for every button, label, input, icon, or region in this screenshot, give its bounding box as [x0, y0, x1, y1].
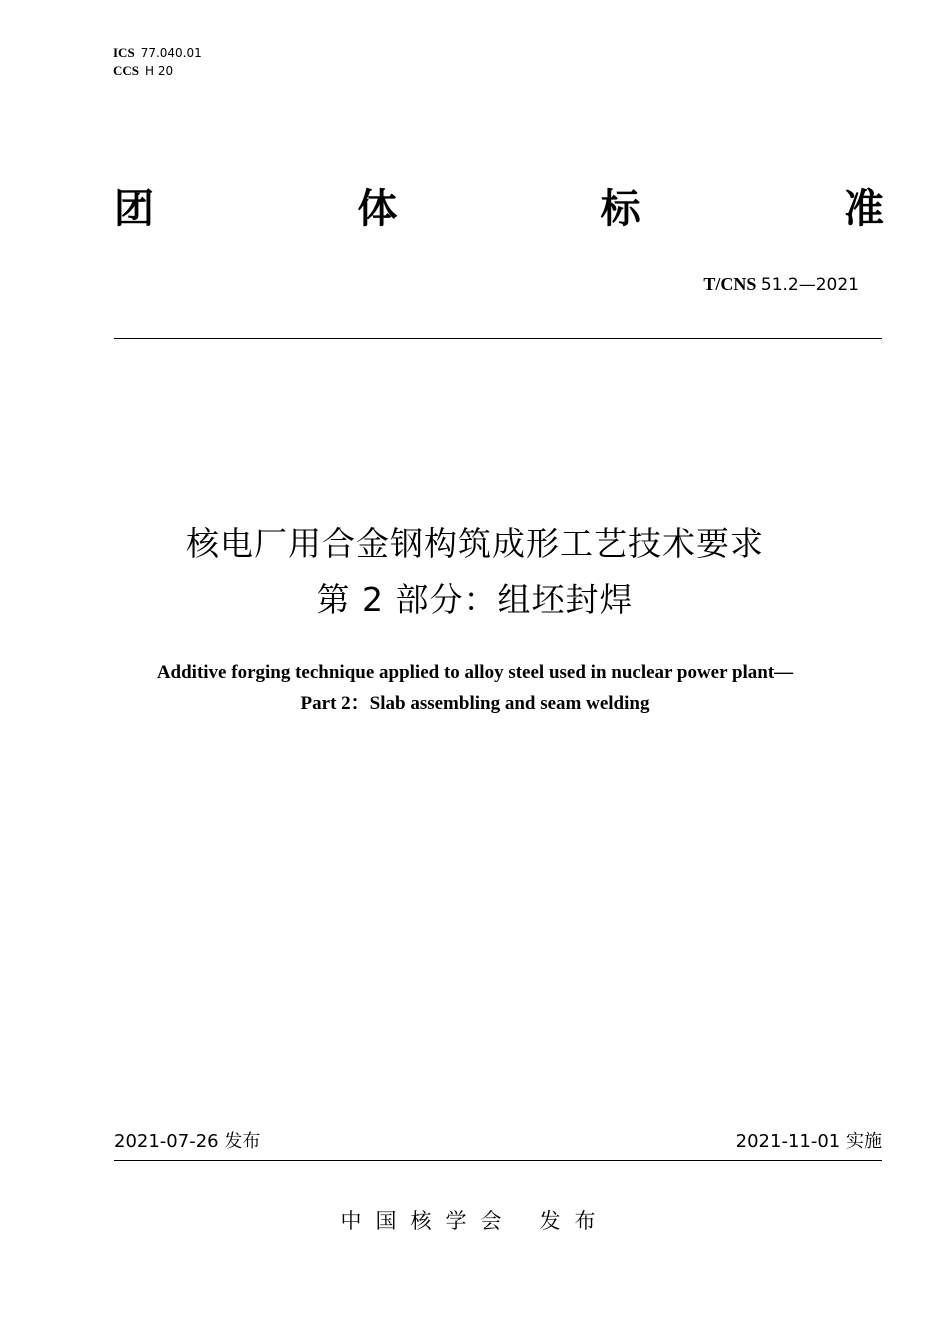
ics-label: ICS [113, 45, 135, 60]
standard-number [703, 273, 859, 296]
ccs-code [113, 62, 202, 80]
english-title-line-2: Part 2：Slab assembling and seam welding [300, 693, 650, 714]
heading-char: 团 [114, 186, 154, 232]
header-divider [114, 338, 882, 339]
publish-date: 2021-07-26 发布 [114, 1131, 261, 1152]
standard-type-heading [114, 182, 884, 236]
issuing-organization: 中国核学会 [340, 1209, 516, 1233]
heading-char: 标 [600, 186, 641, 232]
classification-codes [113, 44, 202, 80]
ics-value: 77.040.01 [140, 46, 202, 60]
issuer [0, 1206, 950, 1236]
english-title-line-1: Additive forging technique applied to alloy steel used in nuclear power plant— [156, 662, 794, 683]
ccs-label: CCS [113, 63, 140, 78]
ccs-value: H 20 [145, 64, 174, 78]
chinese-title-line-1: 核电厂用合金钢构筑成形工艺技术要求 [186, 524, 764, 563]
heading-char: 准 [843, 186, 884, 232]
heading-char: 体 [357, 186, 398, 232]
issue-action: 发布 [539, 1209, 610, 1233]
standard-number-value: 51.2—2021 [760, 275, 859, 295]
implementation-date: 2021-11-01 实施 [735, 1131, 882, 1152]
standard-number-prefix: T/CNS [703, 274, 757, 294]
chinese-title-line-2: 第 2 部分：组坯封焊 [316, 580, 634, 619]
ics-code [113, 44, 202, 62]
footer-divider [114, 1160, 882, 1161]
